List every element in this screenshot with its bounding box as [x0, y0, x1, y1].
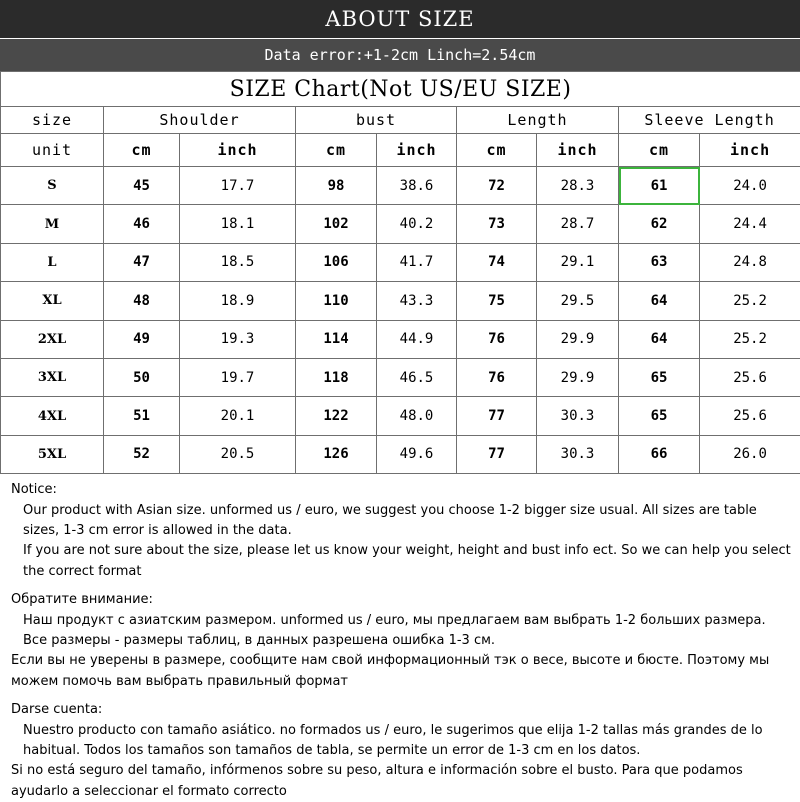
notice-ru — [11, 590, 792, 692]
inch-value-cell: 17.7 — [180, 167, 296, 205]
notice-ru-paragraph: Если вы не уверены в размере, сообщите нам свой информационный тэк о весе, высоте и бюсте. Поэтому мы можем помочь вам выбрать правильный формат — [11, 651, 792, 692]
cm-value-cell: 50 — [104, 358, 180, 396]
size-cell: 5XL — [1, 435, 104, 473]
inch-value-cell: 49.6 — [377, 435, 457, 473]
length-header: Length — [457, 107, 619, 134]
inch-value-cell: 26.0 — [700, 435, 800, 473]
notice-ru-paragraph: Наш продукт с азиатским размером. unformed us / euro, мы предлагаем вам выбрать 1-2 больших размера. Все размеры - размеры таблиц, в данных разрешена ошибка 1-3 см. — [11, 611, 792, 652]
inch-value-cell: 43.3 — [377, 282, 457, 320]
cm-value-cell: 73 — [457, 205, 537, 243]
notice-es-paragraph: Nuestro producto con tamaño asiático. no formados us / euro, le sugerimos que elija 1-2 tallas más grandes de lo habitual. Todos los tamaños son tamaños de tabla, se permite un error de 1-3 cm en los datos. — [11, 721, 792, 762]
inch-value-cell: 18.1 — [180, 205, 296, 243]
inch-value-cell: 40.2 — [377, 205, 457, 243]
notice-en-paragraph: Our product with Asian size. unformed us / euro, we suggest you choose 1-2 bigger size usual. All sizes are table sizes, 1-3 cm error is allowed in the data. — [11, 501, 792, 542]
unit-cm: cm — [619, 134, 700, 167]
cm-value-cell: 49 — [104, 320, 180, 358]
size-rows — [1, 167, 800, 474]
inch-value-cell: 30.3 — [537, 435, 619, 473]
cm-value-cell: 64 — [619, 282, 700, 320]
inch-value-cell: 28.7 — [537, 205, 619, 243]
data-error-banner — [0, 38, 800, 71]
cm-value-cell: 45 — [104, 167, 180, 205]
unit-cm: cm — [104, 134, 180, 167]
inch-value-cell: 25.6 — [700, 397, 800, 435]
inch-value-cell: 29.5 — [537, 282, 619, 320]
inch-value-cell: 20.5 — [180, 435, 296, 473]
inch-value-cell: 19.3 — [180, 320, 296, 358]
cm-value-cell: 65 — [619, 358, 700, 396]
cm-value-cell: 122 — [296, 397, 377, 435]
cm-value-cell: 62 — [619, 205, 700, 243]
size-cell: 2XL — [1, 320, 104, 358]
notice-ru-heading: Обратите внимание: — [11, 590, 792, 610]
about-size-banner — [0, 0, 800, 38]
cm-value-cell: 46 — [104, 205, 180, 243]
cm-value-cell: 64 — [619, 320, 700, 358]
table-row — [1, 320, 800, 358]
inch-value-cell: 18.5 — [180, 243, 296, 281]
cm-value-cell: 47 — [104, 243, 180, 281]
unit-cm: cm — [296, 134, 377, 167]
notice-es-heading: Darse cuenta: — [11, 700, 792, 720]
cm-value-cell: 77 — [457, 435, 537, 473]
inch-value-cell: 24.0 — [700, 167, 800, 205]
inch-value-cell: 25.6 — [700, 358, 800, 396]
inch-value-cell: 25.2 — [700, 282, 800, 320]
inch-value-cell: 29.9 — [537, 320, 619, 358]
cm-value-cell: 114 — [296, 320, 377, 358]
inch-value-cell: 46.5 — [377, 358, 457, 396]
sleeve-length-header: Sleeve Length — [619, 107, 800, 134]
size-chart-title: SIZE Chart(Not US/EU SIZE) — [1, 72, 800, 107]
size-cell: 4XL — [1, 397, 104, 435]
inch-value-cell: 28.3 — [537, 167, 619, 205]
bust-header: bust — [296, 107, 457, 134]
table-row — [1, 397, 800, 435]
cm-value-cell: 48 — [104, 282, 180, 320]
inch-value-cell: 38.6 — [377, 167, 457, 205]
inch-value-cell: 24.4 — [700, 205, 800, 243]
size-cell: XL — [1, 282, 104, 320]
cm-value-cell: 118 — [296, 358, 377, 396]
unit-cm: cm — [457, 134, 537, 167]
inch-value-cell: 48.0 — [377, 397, 457, 435]
cm-value-cell: 126 — [296, 435, 377, 473]
inch-value-cell: 18.9 — [180, 282, 296, 320]
size-cell: M — [1, 205, 104, 243]
cm-value-cell: 72 — [457, 167, 537, 205]
cm-value-cell: 52 — [104, 435, 180, 473]
unit-header: unit — [1, 134, 104, 167]
unit-inch: inch — [377, 134, 457, 167]
inch-value-cell: 20.1 — [180, 397, 296, 435]
table-row — [1, 358, 800, 396]
cm-value-cell: 75 — [457, 282, 537, 320]
inch-value-cell: 29.9 — [537, 358, 619, 396]
cm-value-cell: 65 — [619, 397, 700, 435]
notes-section — [0, 474, 800, 802]
table-row — [1, 205, 800, 243]
unit-inch: inch — [700, 134, 800, 167]
inch-value-cell: 25.2 — [700, 320, 800, 358]
banner-title: ABOUT SIZE — [325, 7, 474, 31]
inch-value-cell: 24.8 — [700, 243, 800, 281]
notice-en-paragraph: If you are not sure about the size, please let us know your weight, height and bust info ect. So we can help you select the correct format — [11, 541, 792, 582]
inch-value-cell: 41.7 — [377, 243, 457, 281]
notice-en-heading: Notice: — [11, 480, 792, 500]
table-row — [1, 282, 800, 320]
cm-value-cell: 110 — [296, 282, 377, 320]
cm-value-cell: 74 — [457, 243, 537, 281]
notice-es-paragraph: Si no está seguro del tamaño, infórmenos sobre su peso, altura e información sobre el busto. Para que podamos ayudarlo a seleccionar el formato correcto — [11, 761, 792, 802]
notice-en — [11, 480, 792, 582]
cm-value-cell: 61 — [619, 167, 700, 205]
cm-value-cell: 98 — [296, 167, 377, 205]
cm-value-cell: 106 — [296, 243, 377, 281]
cm-value-cell: 76 — [457, 320, 537, 358]
cm-value-cell: 77 — [457, 397, 537, 435]
inch-value-cell: 29.1 — [537, 243, 619, 281]
banner-subtitle: Data error:+1-2cm Linch=2.54cm — [265, 46, 536, 64]
size-header: size — [1, 107, 104, 134]
cm-value-cell: 66 — [619, 435, 700, 473]
table-row — [1, 167, 800, 205]
inch-value-cell: 30.3 — [537, 397, 619, 435]
cm-value-cell: 51 — [104, 397, 180, 435]
cm-value-cell: 102 — [296, 205, 377, 243]
size-chart-table — [0, 71, 800, 474]
shoulder-header: Shoulder — [104, 107, 296, 134]
unit-inch: inch — [537, 134, 619, 167]
notice-es — [11, 700, 792, 802]
cm-value-cell: 76 — [457, 358, 537, 396]
cm-value-cell: 63 — [619, 243, 700, 281]
table-row — [1, 435, 800, 473]
unit-inch: inch — [180, 134, 296, 167]
size-cell: S — [1, 167, 104, 205]
size-cell: 3XL — [1, 358, 104, 396]
inch-value-cell: 19.7 — [180, 358, 296, 396]
table-row — [1, 243, 800, 281]
inch-value-cell: 44.9 — [377, 320, 457, 358]
size-cell: L — [1, 243, 104, 281]
